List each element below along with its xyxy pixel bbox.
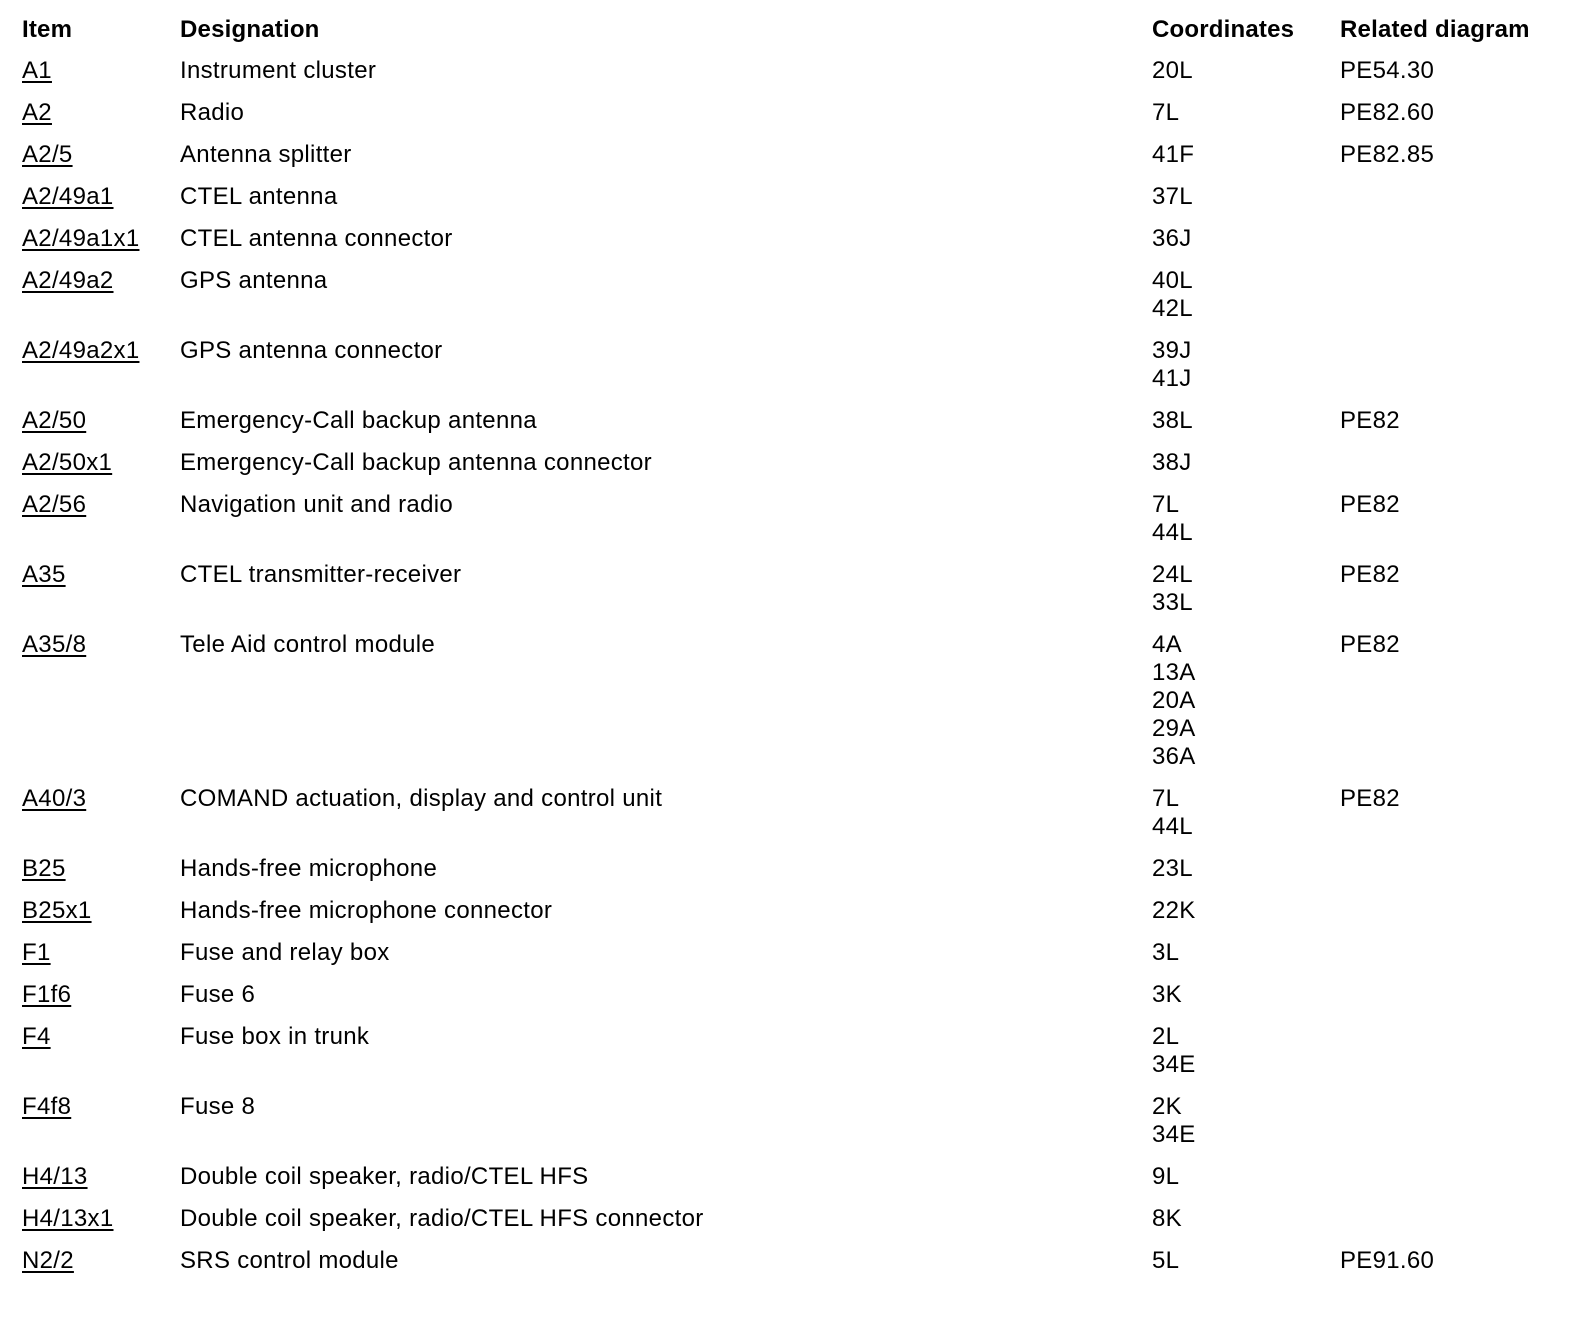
item-cell <box>22 1200 180 1242</box>
coordinate-value: 4A <box>1152 631 1182 658</box>
related-diagram-cell: PE91.60 <box>1340 1247 1435 1274</box>
item-link[interactable]: B25x1 <box>22 897 92 924</box>
coordinate-value: 7L <box>1152 785 1180 812</box>
designation-cell: Instrument cluster <box>180 57 377 84</box>
coordinate-value: 22K <box>1152 897 1196 924</box>
coordinate-value: 34E <box>1152 1121 1196 1148</box>
related-diagram-cell <box>1340 892 1550 934</box>
coordinate-value: 41F <box>1152 141 1195 168</box>
table-row <box>22 402 1550 444</box>
table-row <box>22 444 1550 486</box>
coordinate-value: 38J <box>1152 449 1192 476</box>
table-body <box>22 52 1550 1284</box>
coordinates-cell <box>1152 94 1340 136</box>
coordinate-value: 38L <box>1152 407 1193 434</box>
coordinate-value: 9L <box>1152 1163 1180 1190</box>
item-cell <box>22 94 180 136</box>
coordinate-value: 42L <box>1152 295 1193 322</box>
item-link[interactable]: B25 <box>22 855 66 882</box>
related-diagram-cell <box>1340 262 1550 332</box>
coordinates-cell <box>1152 52 1340 94</box>
item-cell <box>22 1158 180 1200</box>
related-diagram-cell <box>1340 220 1550 262</box>
coordinates-cell <box>1152 1200 1340 1242</box>
item-link[interactable]: F1 <box>22 939 51 966</box>
item-link[interactable]: F4 <box>22 1023 51 1050</box>
coordinates-cell <box>1152 1018 1340 1088</box>
related-diagram-cell: PE82 <box>1340 491 1400 518</box>
coordinate-value: 40L <box>1152 267 1193 294</box>
designation-cell: GPS antenna <box>180 267 328 294</box>
coordinate-value: 2K <box>1152 1093 1182 1120</box>
designation-cell: Double coil speaker, radio/CTEL HFS connector <box>180 1205 704 1232</box>
header-designation: Designation <box>180 16 320 43</box>
coordinate-value: 44L <box>1152 519 1193 546</box>
table-row <box>22 556 1550 626</box>
coordinates-cell <box>1152 626 1340 780</box>
coordinates-cell <box>1152 220 1340 262</box>
related-diagram-cell: PE82 <box>1340 561 1400 588</box>
item-link[interactable]: A2/49a2 <box>22 267 114 294</box>
item-cell <box>22 1242 180 1284</box>
related-diagram-cell: PE82.85 <box>1340 141 1435 168</box>
item-cell <box>22 178 180 220</box>
table-row <box>22 178 1550 220</box>
table-row <box>22 1088 1550 1158</box>
item-cell <box>22 220 180 262</box>
table-row <box>22 976 1550 1018</box>
designation-cell: Hands-free microphone connector <box>180 897 553 924</box>
related-diagram-cell <box>1340 1158 1550 1200</box>
coordinate-value: 34E <box>1152 1051 1196 1078</box>
table-row <box>22 332 1550 402</box>
coordinate-value: 37L <box>1152 183 1193 210</box>
table-row <box>22 1242 1550 1284</box>
related-diagram-cell: PE82 <box>1340 407 1400 434</box>
header-related-diagram: Related diagram <box>1340 16 1530 43</box>
table-row <box>22 1158 1550 1200</box>
designation-cell: Hands-free microphone <box>180 855 438 882</box>
designation-cell: GPS antenna connector <box>180 337 443 364</box>
item-link[interactable]: H4/13 <box>22 1163 88 1190</box>
item-cell <box>22 850 180 892</box>
coordinates-cell <box>1152 136 1340 178</box>
item-cell <box>22 332 180 402</box>
designation-cell: CTEL antenna connector <box>180 225 453 252</box>
designation-cell: Fuse 8 <box>180 1093 256 1120</box>
item-link[interactable]: A1 <box>22 57 52 84</box>
coordinate-value: 39J <box>1152 337 1192 364</box>
related-diagram-cell <box>1340 934 1550 976</box>
designation-cell: CTEL transmitter-receiver <box>180 561 462 588</box>
table-row <box>22 1018 1550 1088</box>
designation-cell: Emergency-Call backup antenna <box>180 407 537 434</box>
item-link[interactable]: F4f8 <box>22 1093 72 1120</box>
item-cell <box>22 780 180 850</box>
related-diagram-cell: PE82 <box>1340 785 1400 812</box>
coordinates-cell <box>1152 556 1340 626</box>
coordinate-value: 36A <box>1152 743 1196 770</box>
coordinate-value: 8K <box>1152 1205 1182 1232</box>
table-row <box>22 94 1550 136</box>
coordinates-cell <box>1152 780 1340 850</box>
table-row <box>22 220 1550 262</box>
table-row <box>22 892 1550 934</box>
coordinate-value: 13A <box>1152 659 1196 686</box>
coordinates-cell <box>1152 1158 1340 1200</box>
coordinates-cell <box>1152 1242 1340 1284</box>
item-link[interactable]: A2 <box>22 99 52 126</box>
coordinate-value: 20A <box>1152 687 1196 714</box>
item-cell <box>22 1018 180 1088</box>
item-cell <box>22 444 180 486</box>
related-diagram-cell <box>1340 178 1550 220</box>
related-diagram-cell <box>1340 1088 1550 1158</box>
designation-cell: Navigation unit and radio <box>180 491 454 518</box>
item-cell <box>22 486 180 556</box>
table-row <box>22 136 1550 178</box>
designation-cell: Radio <box>180 99 245 126</box>
related-diagram-cell <box>1340 850 1550 892</box>
coordinate-value: 3K <box>1152 981 1182 1008</box>
coordinates-cell <box>1152 892 1340 934</box>
coordinates-cell <box>1152 976 1340 1018</box>
item-cell <box>22 892 180 934</box>
item-cell <box>22 136 180 178</box>
coordinate-value: 36J <box>1152 225 1192 252</box>
designation-cell: Antenna splitter <box>180 141 352 168</box>
coordinate-value: 23L <box>1152 855 1193 882</box>
item-link[interactable]: F1f6 <box>22 981 72 1008</box>
designation-cell: Fuse box in trunk <box>180 1023 370 1050</box>
item-cell <box>22 402 180 444</box>
coordinate-value: 41J <box>1152 365 1192 392</box>
table-row <box>22 486 1550 556</box>
designation-cell: COMAND actuation, display and control unit <box>180 785 663 812</box>
item-link[interactable]: A2/50x1 <box>22 449 113 476</box>
coordinate-value: 2L <box>1152 1023 1180 1050</box>
designation-cell: Fuse and relay box <box>180 939 390 966</box>
header-row <box>22 14 1550 52</box>
designation-cell: Fuse 6 <box>180 981 256 1008</box>
coordinates-cell <box>1152 332 1340 402</box>
designation-cell: SRS control module <box>180 1247 399 1274</box>
table-row <box>22 1200 1550 1242</box>
item-link[interactable]: A35 <box>22 561 66 588</box>
item-link[interactable]: A2/50 <box>22 407 87 434</box>
header-coordinates: Coordinates <box>1152 16 1295 43</box>
related-diagram-cell: PE82.60 <box>1340 99 1435 126</box>
coordinate-value: 20L <box>1152 57 1193 84</box>
item-link[interactable]: A2/49a1x1 <box>22 225 140 252</box>
item-link[interactable]: A35/8 <box>22 631 87 658</box>
coordinates-cell <box>1152 262 1340 332</box>
item-cell <box>22 52 180 94</box>
coordinate-value: 5L <box>1152 1247 1180 1274</box>
item-link[interactable]: A2/49a1 <box>22 183 114 210</box>
table-row <box>22 934 1550 976</box>
related-diagram-cell <box>1340 1018 1550 1088</box>
related-diagram-cell <box>1340 976 1550 1018</box>
coordinates-cell <box>1152 444 1340 486</box>
related-diagram-cell <box>1340 444 1550 486</box>
header-item: Item <box>22 16 73 43</box>
item-link[interactable]: A40/3 <box>22 785 87 812</box>
coordinates-cell <box>1152 178 1340 220</box>
coordinate-value: 7L <box>1152 99 1180 126</box>
designation-cell: CTEL antenna <box>180 183 338 210</box>
designation-cell: Double coil speaker, radio/CTEL HFS <box>180 1163 589 1190</box>
coordinate-value: 33L <box>1152 589 1193 616</box>
designation-cell: Emergency-Call backup antenna connector <box>180 449 652 476</box>
related-diagram-cell <box>1340 1200 1550 1242</box>
table-row <box>22 626 1550 780</box>
table-row <box>22 52 1550 94</box>
related-diagram-cell: PE82 <box>1340 631 1400 658</box>
coordinates-cell <box>1152 486 1340 556</box>
table-row <box>22 780 1550 850</box>
coordinates-cell <box>1152 934 1340 976</box>
designation-cell: Tele Aid control module <box>180 631 436 658</box>
item-link[interactable]: A2/5 <box>22 141 73 168</box>
coordinate-value: 24L <box>1152 561 1193 588</box>
coordinate-value: 3L <box>1152 939 1180 966</box>
coordinates-cell <box>1152 402 1340 444</box>
item-link[interactable]: A2/56 <box>22 491 87 518</box>
item-cell <box>22 626 180 780</box>
coordinates-cell <box>1152 1088 1340 1158</box>
item-cell <box>22 1088 180 1158</box>
item-cell <box>22 262 180 332</box>
component-legend-table <box>22 14 1550 1284</box>
item-link[interactable]: H4/13x1 <box>22 1205 114 1232</box>
item-cell <box>22 976 180 1018</box>
item-cell <box>22 934 180 976</box>
table-row <box>22 850 1550 892</box>
table-row <box>22 262 1550 332</box>
item-link[interactable]: A2/49a2x1 <box>22 337 140 364</box>
coordinate-value: 29A <box>1152 715 1196 742</box>
coordinate-value: 44L <box>1152 813 1193 840</box>
coordinate-value: 7L <box>1152 491 1180 518</box>
item-link[interactable]: N2/2 <box>22 1247 74 1274</box>
item-cell <box>22 556 180 626</box>
related-diagram-cell: PE54.30 <box>1340 57 1435 84</box>
coordinates-cell <box>1152 850 1340 892</box>
related-diagram-cell <box>1340 332 1550 402</box>
